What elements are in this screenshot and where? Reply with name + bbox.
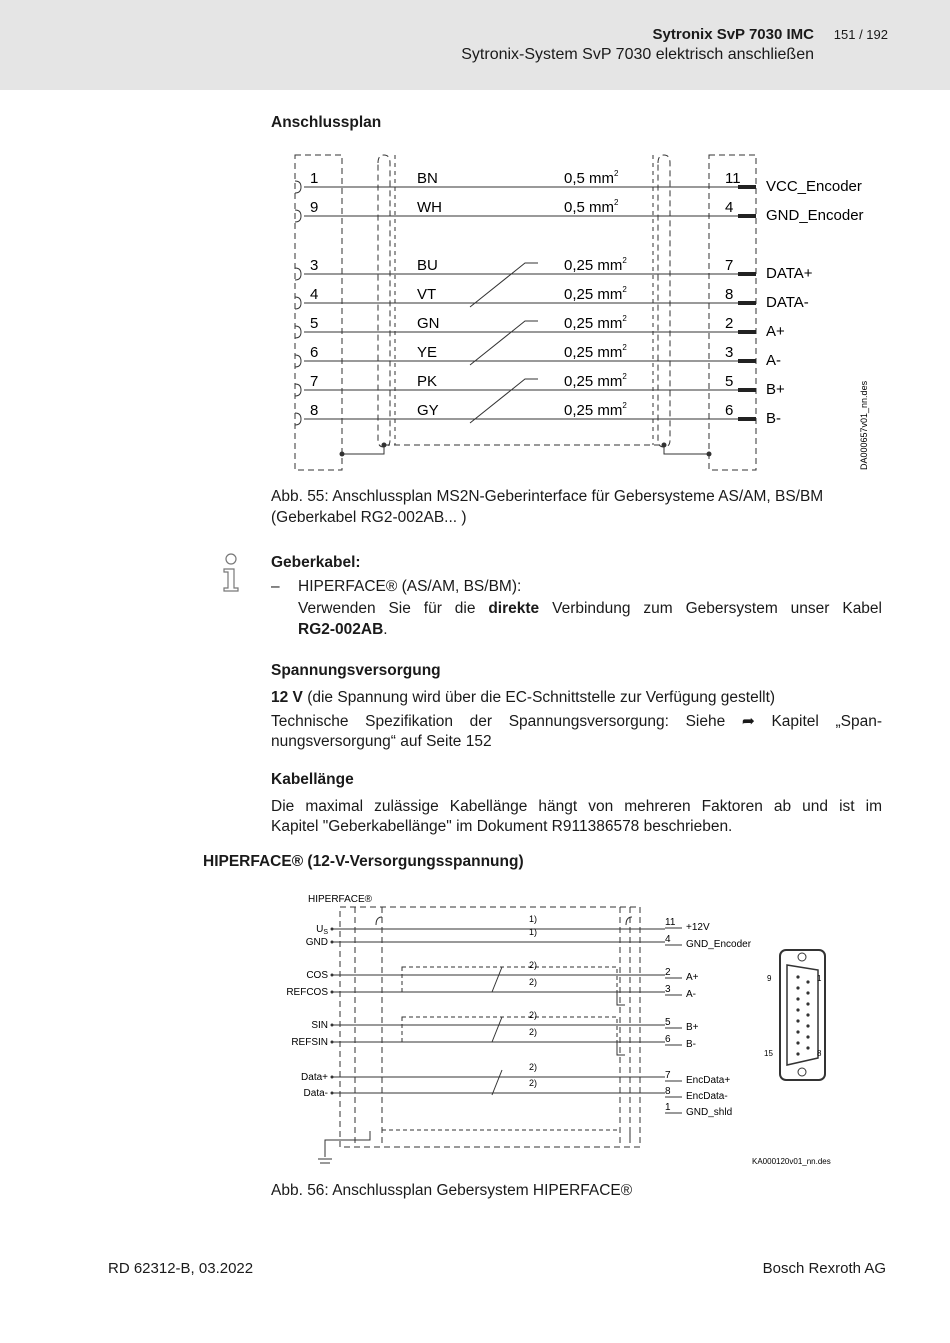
right-pin-label: 11 — [725, 170, 741, 187]
hiperface-wire-row — [311, 1010, 665, 1031]
signal-label: A+ — [766, 323, 785, 340]
hiperface-left-label: REFSIN — [291, 1037, 328, 1048]
hiperface-left-label: $U_S$ — [316, 924, 328, 936]
hiperface-note-label: 1) — [529, 927, 538, 937]
wire-size-label: 0,5 $mm^2$ — [564, 198, 619, 216]
wire-color-label: VT — [417, 286, 437, 303]
signal-label: B+ — [766, 381, 785, 398]
hiperface-right-pin: 6 — [665, 1034, 671, 1045]
cable-heading: Kabellänge — [271, 771, 354, 788]
dsub-connector-icon — [780, 950, 825, 1080]
hiperface-note-label: 2) — [529, 1027, 538, 1037]
hiperface-right-label: +12V — [686, 922, 710, 933]
note-bullet-dash: – — [271, 578, 280, 595]
wire-size-label: 0,25 $mm^2$ — [564, 343, 627, 361]
note-text-line2: RG2-002AB. — [298, 621, 388, 638]
wire-color-label: BN — [417, 170, 438, 187]
footer-doc-id: RD 62312-B, 03.2022 — [108, 1260, 254, 1277]
hiperface-note-label: 1) — [529, 914, 538, 924]
hiperface-pin-row — [665, 1034, 696, 1050]
supply-value: 12 V (die Spannung wird über die EC-Schnittstelle zur Verfügung gestellt) — [271, 689, 776, 706]
wire-size-label: 0,25 $mm^2$ — [564, 285, 627, 303]
dsub-pin-dot — [806, 1024, 809, 1027]
hiperface-pin-row — [665, 967, 699, 983]
hiperface-left-label: SIN — [311, 1020, 328, 1031]
hiperface-right-label: EncData+ — [686, 1075, 731, 1086]
hiperface-right-label: EncData- — [686, 1091, 728, 1102]
hiperface-right-label: A+ — [686, 972, 699, 983]
pin-terminal — [738, 214, 756, 218]
left-pin-label: 1 — [310, 170, 319, 187]
dsub-pin-15: 15 — [764, 1049, 773, 1058]
pin-socket-icon — [295, 210, 301, 222]
right-pin-label: 7 — [725, 257, 734, 274]
dsub-pin-dot — [796, 1008, 799, 1011]
wire-row-bu — [295, 256, 813, 282]
hiperface-right-label: A- — [686, 989, 696, 1000]
left-pin-label: 3 — [310, 257, 319, 274]
left-pin-label: 8 — [310, 402, 319, 419]
dsub-pin-dot — [796, 975, 799, 978]
hiperface-left-label: GND — [305, 937, 328, 948]
hiperface-wire-row — [304, 1078, 665, 1099]
dsub-pin-dot — [806, 991, 809, 994]
right-pin-label: 6 — [725, 402, 734, 419]
figure-caption-55 — [271, 486, 823, 528]
hiperface-wire-row — [301, 1062, 665, 1083]
header-title: Sytronix SvP 7030 IMC — [652, 26, 814, 43]
pin-terminal — [738, 330, 756, 334]
cable-line2: Kapitel "Geberkabellänge" im Dokument R911386578 beschrieben. — [271, 818, 733, 835]
left-pin-label: 4 — [310, 286, 319, 303]
left-pin-label: 5 — [310, 315, 319, 332]
wiring-diagram-hiperface — [280, 885, 840, 1170]
hiperface-right-label: GND_shld — [686, 1107, 733, 1118]
wire-color-label: YE — [417, 344, 438, 361]
dsub-pin-dot — [796, 1052, 799, 1055]
dsub-pin-dot — [806, 1046, 809, 1049]
hiperface-wire-row — [306, 960, 665, 981]
hiperface-pin-row — [665, 1086, 728, 1102]
hiperface-right-pin: 3 — [665, 984, 671, 995]
note-text-line1: Verwenden Sie für die direkte Verbindung zum Gebersystem unser Kabel — [298, 600, 882, 617]
signal-label: DATA- — [766, 294, 809, 311]
wire-size-label: 0,25 $mm^2$ — [564, 256, 627, 274]
hiperface-left-label: Data- — [303, 1088, 328, 1099]
dsub-pin-8: 8 — [817, 1049, 822, 1058]
pin-socket-icon — [295, 181, 301, 193]
signal-label: A- — [766, 352, 781, 369]
wire-row-vt — [295, 285, 809, 311]
cable-line1: Die maximal zulässige Kabellänge hängt von mehreren Faktoren ab und ist im — [271, 798, 882, 815]
hiperface-wire-row — [316, 914, 665, 936]
hiperface-note-label: 2) — [529, 977, 538, 987]
hiperface-right-label: GND_Encoder — [686, 939, 752, 950]
pin-socket-icon — [295, 268, 301, 280]
pin-terminal — [738, 185, 756, 189]
pin-terminal — [738, 301, 756, 305]
right-pin-label: 5 — [725, 373, 734, 390]
hiperface-left-label: Data+ — [301, 1072, 328, 1083]
hiperface-pin-row — [665, 984, 696, 1000]
hiperface-right-label: B+ — [686, 1022, 699, 1033]
pin-socket-icon — [295, 384, 301, 396]
pin-terminal — [738, 417, 756, 421]
left-pin-label: 7 — [310, 373, 319, 390]
right-pin-label: 8 — [725, 286, 734, 303]
supply-heading: Spannungsversorgung — [271, 662, 441, 679]
note-heading: Geberkabel: — [271, 554, 361, 571]
hiperface-left-label: REFCOS — [286, 987, 328, 998]
pin-socket-icon — [295, 297, 301, 309]
hiperface-note-label: 2) — [529, 1010, 538, 1020]
signal-label: DATA+ — [766, 265, 813, 282]
section-heading-anschlussplan: Anschlussplan — [271, 114, 382, 131]
left-pin-label: 9 — [310, 199, 319, 216]
wiring-diagram-ms2n — [280, 145, 890, 475]
wire-color-label: PK — [417, 373, 438, 390]
hiperface-wire-row — [306, 927, 665, 948]
hiperface-wire-row — [291, 1027, 665, 1048]
dsub-pin-9: 9 — [767, 974, 772, 983]
right-pin-label: 3 — [725, 344, 734, 361]
diagram-code: DA000657v01_nn.des — [859, 380, 869, 470]
signal-label: B- — [766, 410, 781, 427]
hiperface-right-pin: 2 — [665, 967, 671, 978]
hiperface-pin-row — [665, 917, 710, 933]
right-pin-label: 4 — [725, 199, 734, 216]
wire-row-bn — [295, 169, 862, 195]
wire-size-label: 0,25 $mm^2$ — [564, 314, 627, 332]
wire-row-gy — [295, 401, 781, 427]
wire-color-label: GY — [417, 402, 439, 419]
wire-row-wh — [295, 198, 864, 224]
hiperface-pin-row — [665, 1017, 699, 1033]
wire-row-gn — [295, 314, 785, 340]
wire-size-label: 0,25 $mm^2$ — [564, 372, 627, 390]
wire-color-label: BU — [417, 257, 438, 274]
hiperface-note-label: 2) — [529, 1078, 538, 1088]
hiperface-right-pin: 11 — [665, 917, 676, 928]
dsub-pin-dot — [806, 1002, 809, 1005]
signal-label: GND_Encoder — [766, 207, 864, 224]
dsub-pin-dot — [796, 1041, 799, 1044]
wire-color-label: WH — [417, 199, 442, 216]
footer-company: Bosch Rexroth AG — [762, 1260, 886, 1277]
pin-socket-icon — [295, 326, 301, 338]
hiperface-left-label: COS — [306, 970, 328, 981]
wire-row-pk — [295, 372, 785, 398]
pin-terminal — [738, 272, 756, 276]
page-header — [0, 0, 950, 90]
hiperface-pin-row — [665, 1070, 730, 1086]
hiperface-right-pin: 4 — [665, 934, 671, 945]
hiperface-note-label: 2) — [529, 1062, 538, 1072]
dsub-pin-dot — [796, 986, 799, 989]
wire-size-label: 0,25 $mm^2$ — [564, 401, 627, 419]
dsub-pin-dot — [806, 1035, 809, 1038]
dsub-pin-dot — [796, 1019, 799, 1022]
caption-line-2: (Geberkabel RG2-002AB... ) — [271, 509, 467, 526]
signal-label: VCC_Encoder — [766, 178, 862, 195]
hiperface-diagram-title: HIPERFACE® — [308, 894, 373, 905]
caption-line-1: Abb. 55: Anschlussplan MS2N-Geberinterface für Gebersysteme AS/AM, BS/BM — [271, 488, 824, 505]
pin-socket-icon — [295, 413, 301, 425]
hiperface-right-pin: 1 — [665, 1102, 671, 1113]
hiperface-pin-row — [665, 934, 752, 950]
supply-spec-line1: Technische Spezifikation der Spannungsversorgung: Siehe ➦ Kapitel „Span- — [271, 713, 882, 730]
dsub-pin-1: 1 — [817, 974, 822, 983]
hiperface-right-label: B- — [686, 1039, 696, 1050]
dsub-pin-dot — [796, 997, 799, 1000]
pin-socket-icon — [295, 355, 301, 367]
figure-caption-56: Abb. 56: Anschlussplan Gebersystem HIPERFACE® — [271, 1182, 633, 1199]
info-icon — [218, 552, 244, 594]
hiperface-wire-row — [286, 977, 665, 998]
supply-spec-line2: nungsversorgung“ auf Seite 152 — [271, 733, 492, 750]
dsub-pin-dot — [796, 1030, 799, 1033]
left-pin-label: 6 — [310, 344, 319, 361]
right-pin-label: 2 — [725, 315, 734, 332]
hiperface-right-pin: 7 — [665, 1070, 671, 1081]
hiperface-pin-row — [665, 1102, 732, 1118]
dsub-pin-dot — [806, 1013, 809, 1016]
hiperface-right-pin: 5 — [665, 1017, 671, 1028]
hiperface-heading: HIPERFACE® (12-V-Versorgungsspannung) — [203, 853, 524, 870]
pin-terminal — [738, 388, 756, 392]
wire-color-label: GN — [417, 315, 440, 332]
hiperface-right-pin: 8 — [665, 1086, 671, 1097]
hiperface-note-label: 2) — [529, 960, 538, 970]
header-subtitle: Sytronix-System SvP 7030 elektrisch anschließen — [461, 46, 814, 63]
pin-terminal — [738, 359, 756, 363]
page-number: 151 / 192 — [833, 27, 888, 42]
hiperface-diagram-code: KA000120v01_nn.des — [752, 1157, 831, 1166]
dsub-pin-dot — [806, 980, 809, 983]
wire-size-label: 0,5 $mm^2$ — [564, 169, 619, 187]
note-bullet: HIPERFACE® (AS/AM, BS/BM): — [298, 578, 522, 595]
wire-row-ye — [295, 343, 781, 369]
